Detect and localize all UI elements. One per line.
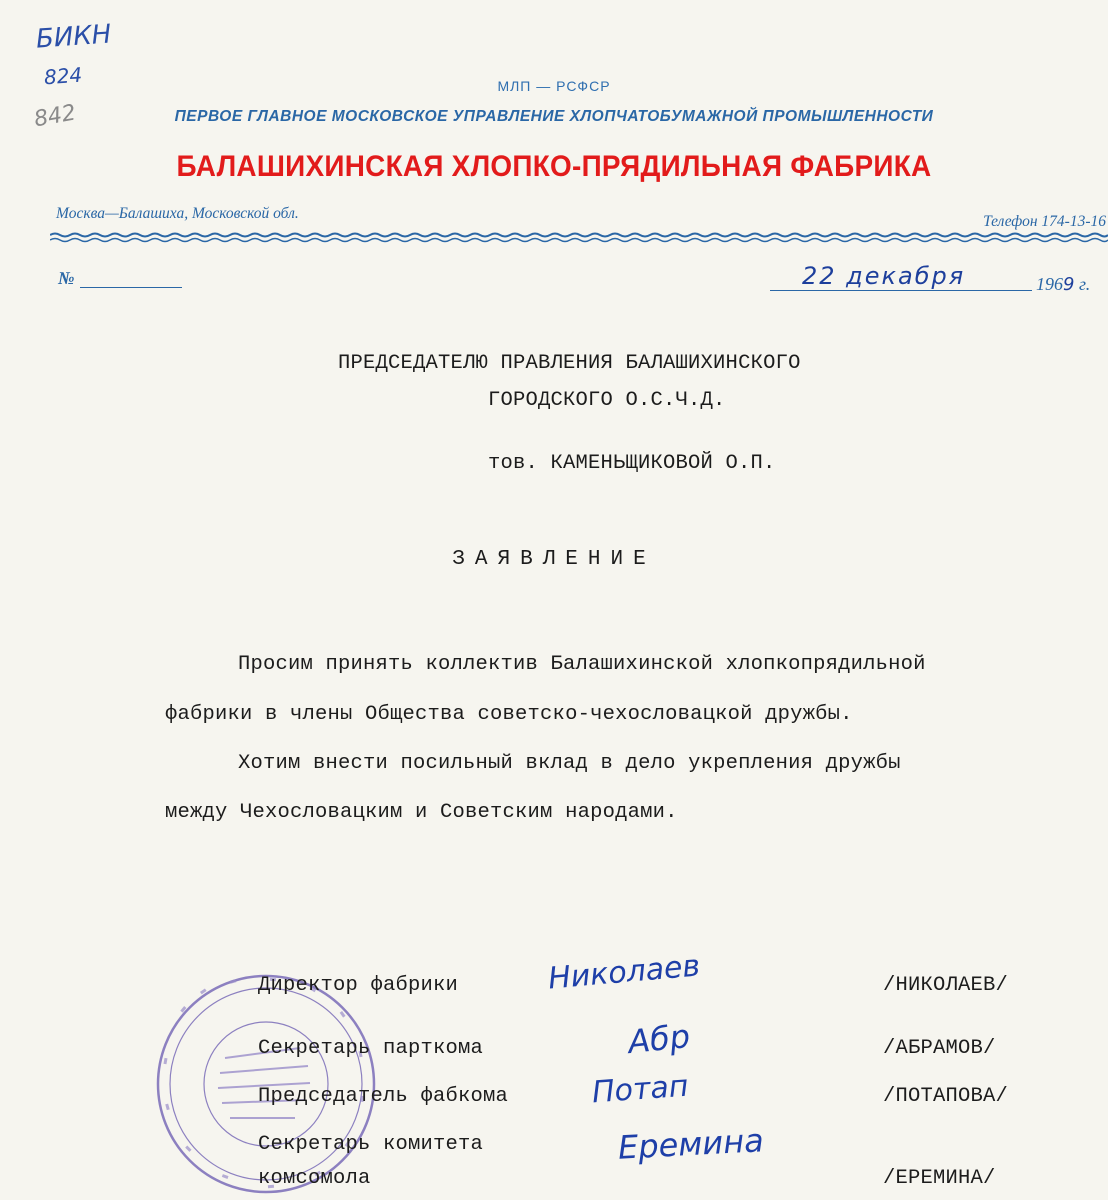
date-year-handwritten: 9: [1063, 274, 1075, 295]
date-year-printed: 196: [1036, 274, 1063, 294]
signatory-role: Секретарь комитета: [258, 1133, 484, 1156]
document-number-label: №: [58, 268, 75, 288]
date-blank-line: [770, 290, 1032, 291]
signature-party-secretary: Абр: [626, 1016, 692, 1062]
letterhead-address: Москва—Балашиха, Московской обл.: [56, 205, 299, 222]
signature-komsomol-secretary: Еремина: [617, 1121, 765, 1167]
letterhead-phone: Телефон 174-13-16: [983, 213, 1106, 230]
date-year-suffix: г.: [1078, 274, 1091, 294]
date-year: [1036, 274, 1090, 295]
signature-union-chair: Потап: [590, 1068, 690, 1111]
body-line-3: Хотим внести посильный вклад в дело укрепления дружбы: [238, 752, 901, 775]
document-number-blank-line: [80, 287, 182, 288]
recipient-line-3: тов. КАМЕНЬЩИКОВОЙ О.П.: [488, 452, 776, 475]
archive-mark-code: БИКН: [35, 19, 113, 55]
document-title: ЗАЯВЛЕНИЕ: [452, 548, 656, 571]
signatory-role-continued: комсомола: [258, 1167, 371, 1190]
archive-mark-number: 824: [43, 62, 83, 90]
signatory-role: Председатель фабкома: [258, 1085, 509, 1108]
archive-mark-pencil-number: 842: [32, 100, 78, 133]
signature-director: Николаев: [546, 948, 702, 997]
signatory-name: /ЕРЕМИНА/: [883, 1167, 996, 1190]
signatory-role: Директор фабрики: [258, 974, 459, 997]
date-handwritten: 22 декабря: [802, 262, 966, 290]
letterhead-wavy-rule: [50, 231, 1108, 245]
signatory-name: /ПОТАПОВА/: [883, 1085, 1009, 1108]
recipient-line-2: ГОРОДСКОГО О.С.Ч.Д.: [488, 389, 726, 412]
letterhead-factory-name: БАЛАШИХИНСКАЯ ХЛОПКО-ПРЯДИЛЬНАЯ ФАБРИКА: [176, 150, 932, 183]
body-line-1: Просим принять коллектив Балашихинской хлопкопрядильной: [238, 653, 926, 676]
signatory-name: /АБРАМОВ/: [883, 1037, 996, 1060]
recipient-line-1: ПРЕДСЕДАТЕЛЮ ПРАВЛЕНИЯ БАЛАШИХИНСКОГО: [338, 352, 801, 375]
letterhead-administration: ПЕРВОЕ ГЛАВНОЕ МОСКОВСКОЕ УПРАВЛЕНИЕ ХЛОПЧАТОБУМАЖНОЙ ПРОМЫШЛЕННОСТИ: [174, 108, 934, 125]
body-line-2: фабрики в члены Общества советско-чехословацкой дружбы.: [165, 703, 853, 726]
signatory-name: /НИКОЛАЕВ/: [883, 974, 1009, 997]
body-line-4: между Чехословацким и Советским народами.: [165, 801, 678, 824]
official-round-stamp: [150, 968, 382, 1200]
signatory-role: Секретарь парткома: [258, 1037, 484, 1060]
letterhead-ministry: МЛП — РСФСР: [497, 78, 611, 94]
